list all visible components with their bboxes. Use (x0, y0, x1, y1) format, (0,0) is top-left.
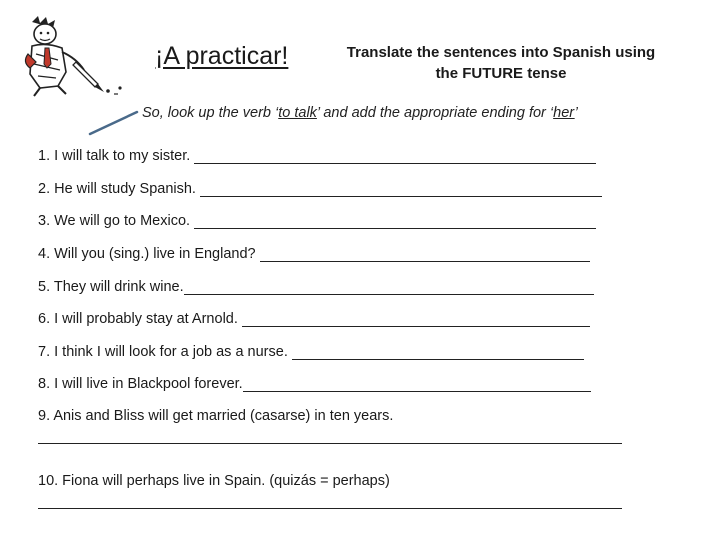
sentence-text: 5. They will drink wine. (38, 279, 184, 295)
answer-blank[interactable] (194, 150, 596, 164)
answer-blank[interactable] (194, 215, 596, 229)
list-item (38, 376, 591, 392)
answer-blank[interactable] (184, 281, 594, 295)
sentence-text: 7. I think I will look for a job as a nurse. (38, 344, 288, 360)
list-item (38, 408, 393, 424)
answer-blank[interactable] (260, 248, 590, 262)
list-item (38, 181, 602, 197)
sentence-text: 8. I will live in Blackpool forever. (38, 376, 243, 392)
hint-text (142, 105, 578, 121)
answer-blank[interactable] (38, 443, 622, 444)
list-item (38, 246, 590, 262)
list-item (38, 344, 584, 360)
sentence-text: 6. I will probably stay at Arnold. (38, 311, 238, 327)
sentence-text: 3. We will go to Mexico. (38, 213, 191, 229)
answer-blank[interactable] (292, 346, 584, 360)
hint-verb: to talk (278, 105, 317, 121)
writer-clipart-icon (18, 14, 136, 98)
list-item (38, 148, 596, 164)
list-item (38, 473, 390, 489)
answer-blank[interactable] (242, 313, 590, 327)
page-title: ¡A practicar! (155, 42, 289, 70)
hint-before: So, look up the verb ‘ (142, 105, 279, 121)
pointer-line (85, 108, 145, 138)
sentence-text: 2. He will study Spanish. (38, 181, 196, 197)
sentence-text: 1. I will talk to my sister. (38, 148, 191, 164)
list-item (38, 311, 590, 327)
hint-middle: ’ and add the appropriate ending for ‘ (316, 105, 554, 121)
sentence-text: 4. Will you (sing.) live in England? (38, 246, 256, 262)
answer-blank[interactable] (243, 378, 591, 392)
instruction-text: Translate the sentences into Spanish using the FUTURE tense (346, 44, 656, 82)
hint-after: ’ (574, 105, 578, 121)
hint-pronoun: her (553, 105, 575, 121)
answer-blank[interactable] (200, 183, 602, 197)
answer-blank[interactable] (38, 508, 622, 509)
sentence-text: 10. Fiona will perhaps live in Spain. (quizás = perhaps) (38, 473, 390, 489)
sentence-text: 9. Anis and Bliss will get married (casarse) in ten years. (38, 408, 394, 424)
list-item (38, 279, 594, 295)
list-item (38, 213, 596, 229)
